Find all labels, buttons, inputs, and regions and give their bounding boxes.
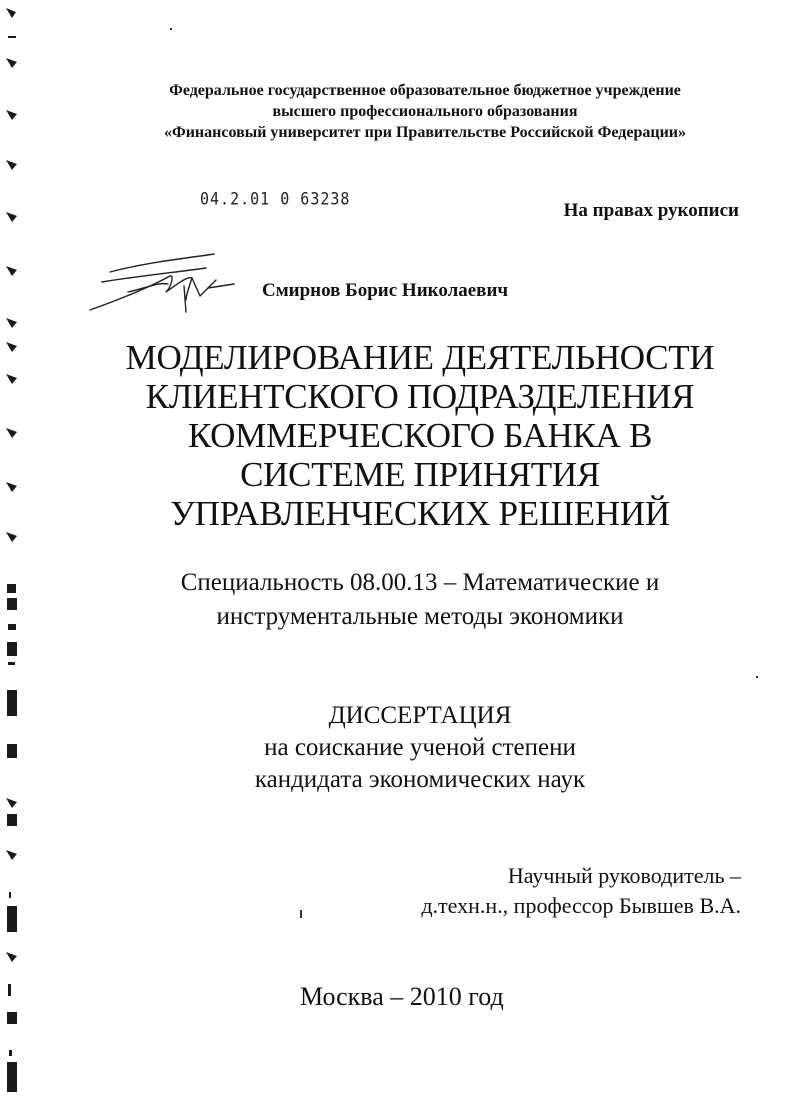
title-line: МОДЕЛИРОВАНИЕ ДЕЯТЕЛЬНОСТИ — [125, 338, 715, 377]
city-year: Москва – 2010 год — [300, 982, 504, 1011]
specialty-line-1: Специальность 08.00.13 – Математические и — [180, 569, 660, 596]
scan-speck — [300, 910, 302, 918]
degree-line-1: на соискание ученой степени — [264, 734, 576, 761]
scan-speck — [170, 28, 172, 30]
specialty-block — [40, 566, 793, 634]
title-line: КЛИЕНТСКОГО ПОДРАЗДЕЛЕНИЯ — [145, 377, 695, 416]
dissertation-degree-block — [40, 700, 793, 796]
dissertation-title — [40, 338, 793, 533]
institution-line-2: высшего профессионального образования — [272, 103, 578, 120]
institution-header — [40, 80, 793, 143]
specialty-line-2: инструментальные методы экономики — [216, 603, 624, 630]
title-line: КОММЕРЧЕСКОГО БАНКА В — [187, 416, 653, 455]
author-signature — [88, 252, 238, 318]
supervisor-line-1: Научный руководитель – — [507, 863, 741, 888]
scan-speck — [756, 676, 758, 678]
manuscript-rights-label: На правах рукописи — [563, 200, 739, 221]
supervisor-line-2: д.техн.н., профессор Бывшев В.А. — [421, 893, 741, 918]
author-name: Смирнов Борис Николаевич — [262, 280, 509, 301]
registry-number-stamp: 04.2.01 0 63238 — [200, 189, 351, 209]
degree-line-2: кандидата экономических наук — [254, 766, 586, 793]
institution-line-1: Федеральное государственное образовательное бюджетное учреждение — [169, 82, 681, 99]
title-line: СИСТЕМЕ ПРИНЯТИЯ — [240, 455, 600, 494]
scan-edge-marks — [0, 0, 24, 1098]
dissertation-heading: ДИССЕРТАЦИЯ — [328, 702, 512, 729]
institution-line-3: «Финансовый университет при Правительстве Российской Федерации» — [163, 124, 687, 141]
title-line: УПРАВЛЕНЧЕСКИХ РЕШЕНИЙ — [170, 494, 670, 533]
supervisor-block — [421, 861, 741, 921]
